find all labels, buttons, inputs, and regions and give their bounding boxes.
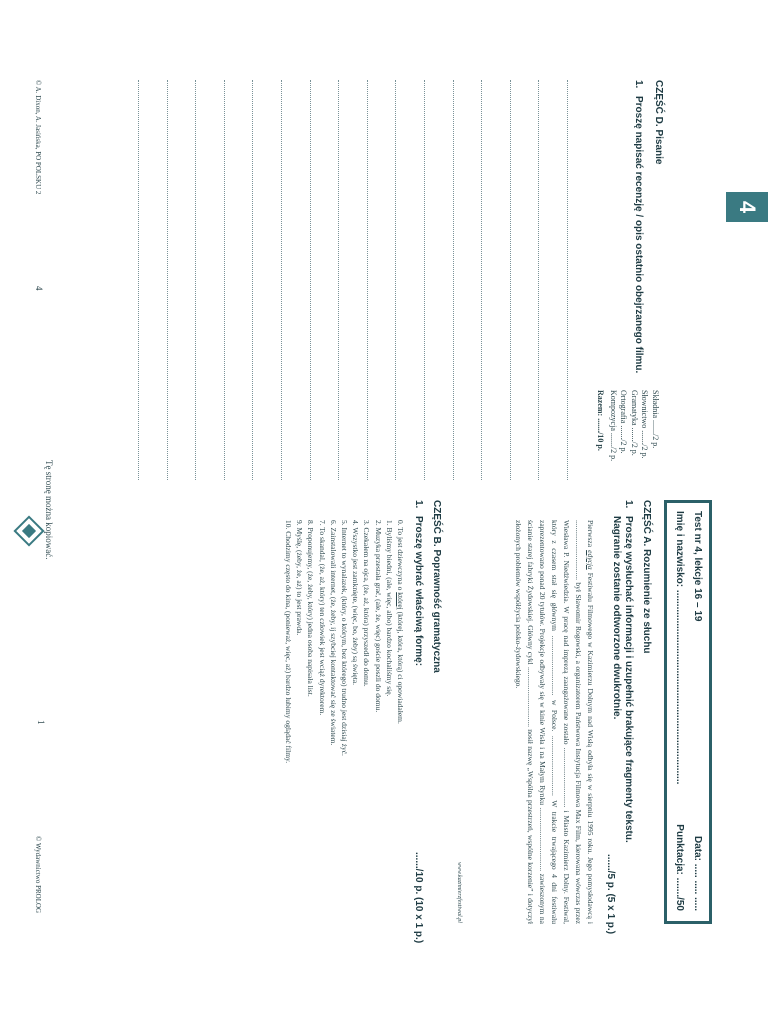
grammar-item-text-end: (której, która, którą) ci opowiadałem.	[396, 609, 405, 724]
listening-gap-text[interactable]	[512, 520, 596, 924]
part-a-instruction: Proszę wysłuchać informacji i uzupełnić brakujące fragmenty tekstu. Nagranie zostanie odtworzone dwukrotnie.	[611, 516, 634, 843]
criterion-syntax: Składnia ......./2 p.	[651, 390, 660, 449]
part-a-score: ....../5 p. (5 x 1 p.)	[605, 854, 616, 935]
gap-text-rest: Festiwalu Filmowego w Kazimierzu Dolnym nad Wisłą odbyła się w sierpniu 1995 roku. Jego pomysłodawcą i ................................ był Sławomir Rogowski, a organizatorem Państwowa Instytucja Filmowa Max Film, kierowana wówczas przez Wiesława P. Niedźwiedzia. W pracę nad imprezą zaangażowane zostało ................................ i Miasto Kazimierz Dolny. Festiwal, który z czasem stał się głównym ................................ w Polsce. ................................ W trakcie trwającego 4 dni festiwalu zaprezentowano ponad 20 tytułów. Projekcje odbywały się w kinie Wisła i na Małym Rynku .................................. zawieszonym na ścianie starej fabryki Żydowskiej. Główny cykl ................................ nosił nazwę „Wspólna przestrzeń, wspólne korzenie” i dotyczył złożonych problemów współżycia polsko-żydowskiego.	[514, 520, 595, 925]
grammar-item-example: której	[396, 592, 405, 610]
part-b-task-number: 1.	[413, 500, 424, 509]
text-source: www.kazimierzfestiwal.pl	[456, 862, 462, 923]
copy-allowed-icon	[13, 515, 44, 546]
points-field: Punktacja: ......./50	[674, 824, 685, 911]
grammar-item-text: 3. Czekałem na ojca, (że, aż, która) przyszedł do domu.	[362, 520, 372, 687]
grammar-item-text: 5. Internet to wynalazek, (który, o którym, bez którego) trudno jest dzisiaj żyć.	[339, 520, 349, 756]
test-number-tab: 4	[726, 192, 768, 222]
writing-line[interactable]	[138, 80, 139, 480]
part-d-task-number: 1.	[633, 80, 644, 89]
part-d-instruction: Proszę napisać recenzję / opis ostatnio obejrzanego filmu.	[633, 96, 644, 374]
test-title: Test nr 4, lekcje 16 – 19	[692, 511, 703, 622]
grammar-item[interactable]	[384, 520, 395, 930]
part-a-task-number: 1.	[623, 500, 634, 509]
gap-example: edycja	[586, 550, 595, 570]
writing-line[interactable]	[224, 80, 225, 480]
copyright-note: © A. Dixon, A. Jasińska, PO POLSKU 2	[34, 80, 42, 195]
grammar-item[interactable]	[316, 520, 327, 930]
grammar-items	[283, 520, 406, 930]
grammar-item-text: 2. Muzyka przestała grać, (ale, że, więc) goście poszli do domu.	[373, 520, 383, 713]
publisher-note: © Wydawnictwo PROLOG	[34, 836, 42, 914]
writing-lines[interactable]	[111, 80, 569, 480]
writing-line[interactable]	[281, 80, 282, 480]
grammar-item-text: 7. To skandal, (że, aż, który) ten człowiek jest wciąż dyrektorem.	[317, 520, 327, 716]
date-field[interactable]: Data: ..... ..... .....	[692, 835, 703, 911]
page-number-4: 4	[34, 286, 44, 291]
grammar-item-text: 4. Wszystko jest zamknięte, (więc, bo, żeby) są święta.	[351, 520, 361, 686]
grammar-item-text: 6. Zainstalowali internet, (że, żeby, ij szybciej kontaktować się ze światem.	[328, 520, 338, 746]
grammar-item-text: 9. Myślę, (żeby, że, aż) to jest prawda.	[295, 520, 305, 636]
writing-line[interactable]	[481, 80, 482, 480]
writing-line[interactable]	[510, 80, 511, 480]
writing-line[interactable]	[538, 80, 539, 480]
part-d-title: CZĘŚĆ D. Pisanie	[653, 80, 664, 165]
grammar-item[interactable]	[328, 520, 339, 930]
student-header-box	[664, 500, 712, 924]
grammar-item-text: 0. To jest dziewczyna o	[396, 520, 405, 593]
writing-line[interactable]	[310, 80, 311, 480]
part-b-instruction: Proszę wybrać właściwą formę:	[413, 516, 424, 667]
writing-total: Razem: ......./10 p.	[596, 390, 606, 451]
grammar-item-text: 8. Proponujemy, (że, żeby, który) jedna osoba napisała list.	[306, 520, 316, 697]
criterion-composition: Kompozycja ......./2 p.	[609, 390, 618, 462]
grammar-item-text: 1. Byliśmy biedni, (ale, więc, albo) bardzo kochaliśmy się.	[384, 520, 394, 697]
copy-allowed-note: Tę stronę można kopiować.	[44, 460, 54, 560]
grammar-item[interactable]	[294, 520, 305, 930]
grammar-item[interactable]	[361, 520, 372, 930]
writing-line[interactable]	[367, 80, 368, 480]
part-b-title: CZĘŚĆ B. Poprawność gramatyczna	[431, 500, 442, 673]
writing-line[interactable]	[167, 80, 168, 480]
writing-line[interactable]	[567, 80, 568, 480]
part-a-title: CZĘŚĆ A. Rozumienie ze słuchu	[641, 500, 652, 654]
writing-score-box	[595, 390, 660, 461]
grammar-item[interactable]	[305, 520, 316, 930]
name-field[interactable]: Imię i nazwisko: ......................................................................	[674, 511, 685, 785]
criterion-vocabulary: Słownictwo ......./2 p.	[640, 390, 650, 459]
writing-line[interactable]	[424, 80, 425, 480]
writing-line[interactable]	[453, 80, 454, 480]
criterion-spelling: Ortografia ......./2 p.	[619, 390, 629, 454]
grammar-item-text: 10. Chodzimy często do kina, (ponieważ, więc, aż) bardzo lubimy oglądać filmy.	[283, 520, 293, 764]
page-number-1: 1	[36, 720, 46, 725]
criterion-grammar: Gramatyka ......./2 p.	[630, 390, 639, 456]
writing-line[interactable]	[195, 80, 196, 480]
grammar-item[interactable]	[350, 520, 361, 930]
grammar-item[interactable]	[339, 520, 350, 930]
grammar-item[interactable]	[372, 520, 383, 930]
writing-line[interactable]	[252, 80, 253, 480]
gap-text-start: Pierwsza	[586, 520, 595, 551]
part-b-score: ....../10 p. (10 x 1 p.)	[413, 852, 424, 944]
writing-line[interactable]	[395, 80, 396, 480]
grammar-item[interactable]	[283, 520, 294, 930]
grammar-item[interactable]	[395, 520, 406, 930]
writing-line[interactable]	[338, 80, 339, 480]
